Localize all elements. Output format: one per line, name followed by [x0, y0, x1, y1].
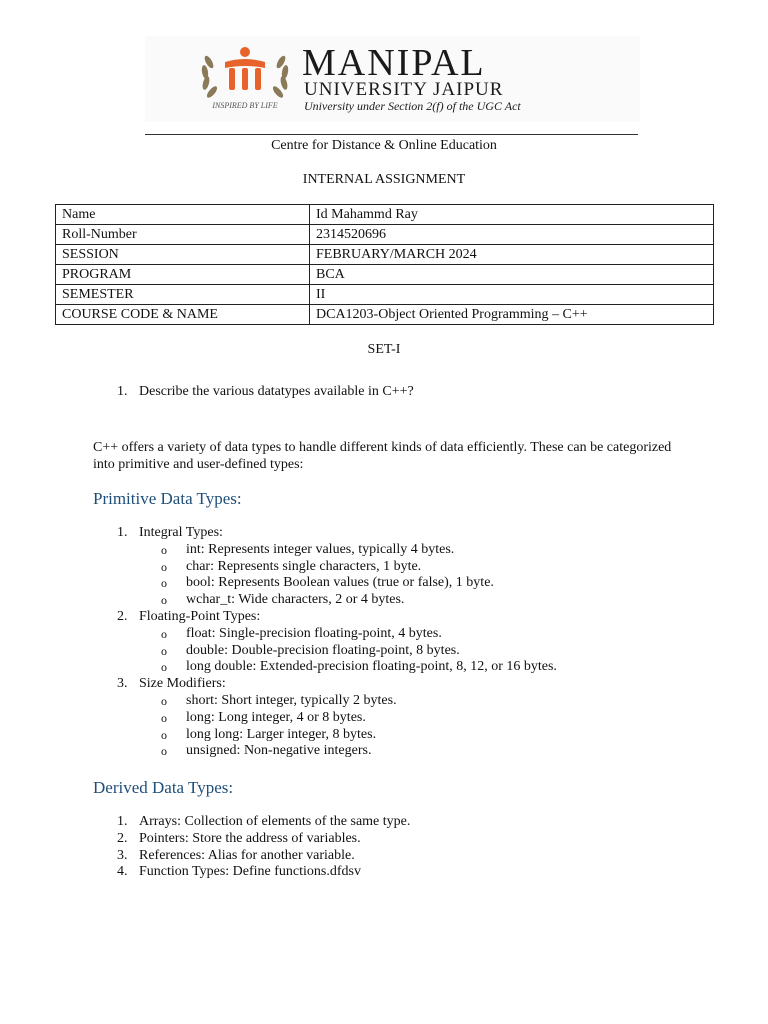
list-item	[117, 848, 410, 865]
list-item	[117, 864, 410, 881]
table-row	[56, 265, 714, 285]
sub-list-item	[139, 710, 557, 727]
sub-list-item	[139, 659, 557, 676]
intro-paragraph: C++ offers a variety of data types to handle different kinds of data efficiently. These can be categorized into primitive and user-defined types:	[93, 440, 672, 472]
derived-item-text: Pointers: Store the address of variables.	[139, 830, 361, 846]
brand-tagline: University under Section 2(f) of the UGC Act	[304, 99, 521, 113]
brand-subtitle: UNIVERSITY JAIPUR	[304, 79, 504, 100]
sub-list-item	[139, 743, 557, 760]
list-number: 3.	[117, 847, 128, 863]
sub-list-item	[139, 693, 557, 710]
table-label: SEMESTER	[56, 285, 310, 305]
table-value: 2314520696	[310, 225, 714, 245]
list-item	[117, 676, 557, 760]
header-divider	[145, 134, 638, 135]
sub-list-item	[139, 542, 557, 559]
derived-item-text: References: Alias for another variable.	[139, 847, 355, 863]
sub-item-text: bool: Represents Boolean values (true or false), 1 byte.	[186, 575, 494, 591]
derived-item-text: Function Types: Define functions.dfdsv	[139, 864, 361, 880]
table-row	[56, 225, 714, 245]
sub-item-text: wchar_t: Wide characters, 2 or 4 bytes.	[186, 592, 405, 608]
question-text: Describe the various datatypes available in C++?	[139, 384, 414, 399]
sub-list	[139, 626, 557, 676]
list-item	[117, 525, 557, 609]
bullet-icon: o	[161, 643, 167, 658]
list-item	[117, 609, 557, 676]
sub-list-item	[139, 559, 557, 576]
group-title: Size Modifiers:	[139, 676, 226, 692]
bullet-icon: o	[161, 626, 167, 641]
list-number: 2.	[117, 608, 128, 624]
bullet-icon: o	[161, 693, 167, 708]
sub-item-text: char: Represents single characters, 1 byte.	[186, 558, 422, 574]
list-number: 3.	[117, 676, 128, 692]
svg-text:INSPIRED BY LIFE: INSPIRED BY LIFE	[212, 101, 278, 110]
group-title: Integral Types:	[139, 525, 223, 540]
sub-list-item	[139, 592, 557, 609]
table-row	[56, 245, 714, 265]
derived-item-text: Arrays: Collection of elements of the same type.	[139, 814, 411, 829]
table-row	[56, 205, 714, 225]
bullet-icon: o	[161, 710, 167, 725]
primitive-list	[117, 525, 557, 760]
derived-list	[117, 814, 410, 881]
bullet-icon: o	[161, 576, 167, 591]
table-label: SESSION	[56, 245, 310, 265]
emblem-icon	[195, 42, 295, 112]
bullet-icon: o	[161, 559, 167, 574]
derived-heading: Derived Data Types:	[93, 778, 234, 797]
list-item	[117, 814, 410, 831]
list-number: 4.	[117, 864, 128, 880]
table-label: PROGRAM	[56, 265, 310, 285]
sub-item-text: long: Long integer, 4 or 8 bytes.	[186, 709, 366, 725]
bullet-icon: o	[161, 660, 167, 675]
question-number: 1.	[117, 384, 128, 399]
table-row	[56, 285, 714, 305]
sub-list-item	[139, 643, 557, 660]
sub-item-text: long long: Larger integer, 8 bytes.	[186, 726, 377, 742]
bullet-icon: o	[161, 727, 167, 742]
sub-item-text: int: Represents integer values, typically 4 bytes.	[186, 541, 455, 557]
bullet-icon: o	[161, 542, 167, 557]
sub-list	[139, 693, 557, 760]
centre-title: Centre for Distance & Online Education	[271, 138, 497, 153]
brand-name: MANIPAL	[302, 42, 486, 84]
list-item	[117, 831, 410, 848]
list-number: 1.	[117, 525, 128, 540]
sub-list-item	[139, 575, 557, 592]
sub-item-text: long double: Extended-precision floating-point, 8, 12, or 16 bytes.	[186, 659, 557, 675]
sub-item-text: unsigned: Non-negative integers.	[186, 743, 372, 759]
table-value: FEBRUARY/MARCH 2024	[310, 245, 714, 265]
table-row	[56, 305, 714, 325]
primitive-heading: Primitive Data Types:	[93, 489, 242, 508]
assignment-title: INTERNAL ASSIGNMENT	[302, 172, 466, 187]
bullet-icon: o	[161, 593, 167, 608]
sub-item-text: short: Short integer, typically 2 bytes.	[186, 692, 397, 708]
set-title: SET-I	[367, 342, 401, 357]
list-number: 1.	[117, 814, 128, 829]
table-value: BCA	[310, 265, 714, 285]
table-label: COURSE CODE & NAME	[56, 305, 310, 325]
group-title: Floating-Point Types:	[139, 608, 261, 624]
table-label: Name	[56, 205, 310, 225]
sub-list-item	[139, 626, 557, 643]
list-number: 2.	[117, 830, 128, 846]
sub-item-text: double: Double-precision floating-point, 8 bytes.	[186, 642, 460, 658]
sub-list	[139, 542, 557, 609]
table-value: II	[310, 285, 714, 305]
table-label: Roll-Number	[56, 225, 310, 245]
student-info-table	[55, 204, 714, 325]
bullet-icon: o	[161, 744, 167, 759]
sub-item-text: float: Single-precision floating-point, 4 bytes.	[186, 625, 442, 641]
table-value: Id Mahammd Ray	[310, 205, 714, 225]
sub-list-item	[139, 727, 557, 744]
table-value: DCA1203-Object Oriented Programming – C++	[310, 305, 714, 325]
